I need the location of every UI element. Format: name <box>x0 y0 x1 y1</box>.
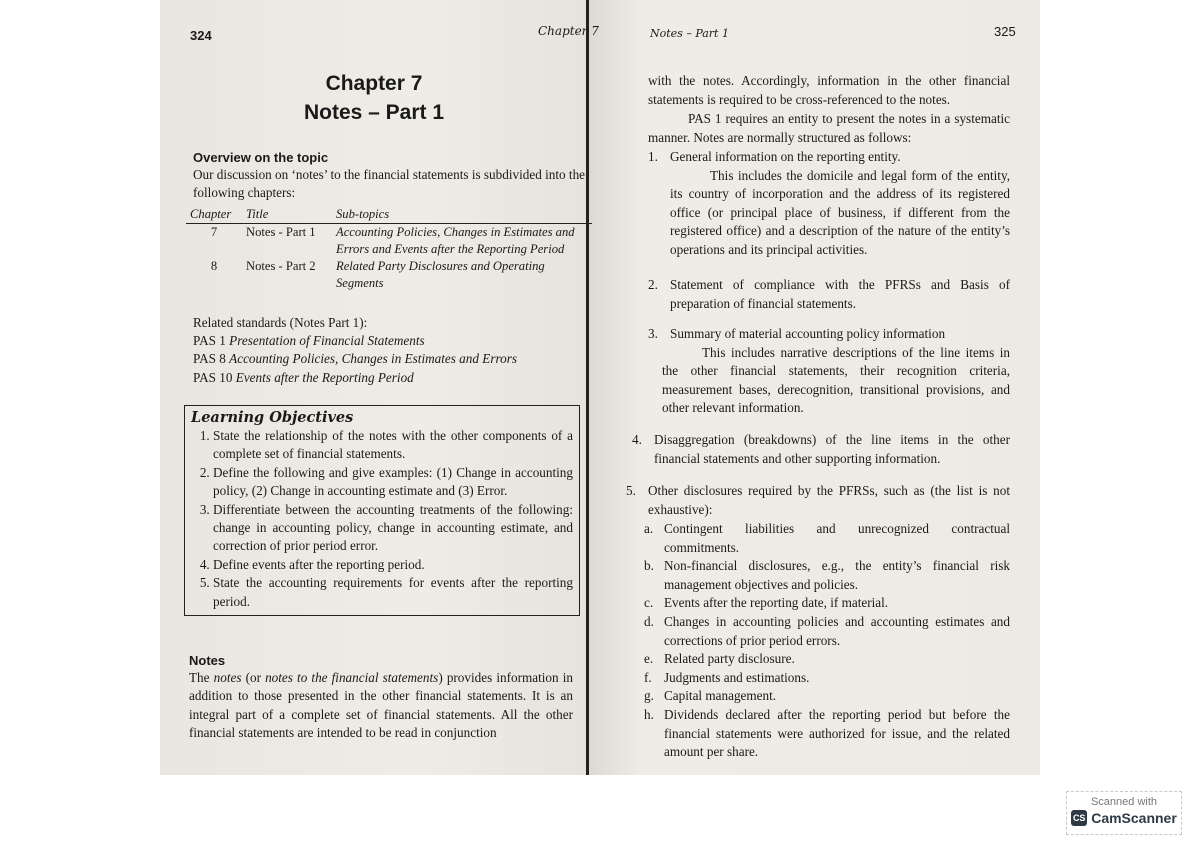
sub-item-text: Events after the reporting date, if material. <box>664 595 889 611</box>
sub-item-letter: f. <box>644 669 652 685</box>
standard-name: Presentation of Financial Statements <box>229 333 425 348</box>
standard-item <box>193 369 583 387</box>
overview-text: Our discussion on ‘notes’ to the financial statements is subdivided into the following chapters: <box>193 167 586 201</box>
item-number: 3. <box>648 326 658 341</box>
note-item-3 <box>648 325 1010 418</box>
structure-paragraph: PAS 1 requires an entity to present the notes in a systematic manner. Notes are normally structured as follows: <box>648 111 1010 145</box>
list-item <box>644 650 1010 669</box>
right-running-head: Notes – Part 1 <box>650 27 729 40</box>
standard-code: PAS 1 <box>193 333 226 348</box>
notes-text-part: (or <box>241 670 266 685</box>
cell-subtopics: Related Party Disclosures and Operating Segments <box>336 259 545 290</box>
item-title: Other disclosures required by the PFRSs, such as (the list is not exhaustive): <box>648 483 1010 517</box>
item-body: This includes narrative descriptions of the line items in the other financial statements, their recognition criteria, measurement bases, derecognition, transitional provisions, and other relevant information. <box>662 344 1010 416</box>
learning-objectives-title: Learning Objectives <box>191 409 354 426</box>
table-row <box>186 224 592 259</box>
cell-title: Notes - Part 2 <box>246 259 316 273</box>
objectives-list <box>191 427 573 611</box>
standard-name: Events after the Reporting Period <box>235 369 414 385</box>
item-title: Statement of compliance with the PFRSs and Basis of preparation of financial statements. <box>670 277 1010 311</box>
sub-item-letter: h. <box>644 706 654 722</box>
standard-code: PAS 10 <box>193 369 233 385</box>
note-item-2 <box>648 276 1010 313</box>
other-disclosures-list <box>644 520 1010 762</box>
note-item-1 <box>648 148 1010 260</box>
sub-item-text: Non-financial disclosures, e.g., the entity’s financial risk management objectives and policies. <box>664 558 1010 592</box>
cell-chapter: 8 <box>210 259 218 273</box>
item-number: 2. <box>648 277 658 292</box>
chapters-table <box>186 206 592 292</box>
notes-text-italic: notes <box>213 670 242 685</box>
sub-item-letter: g. <box>644 688 654 704</box>
item-number: 5. <box>626 483 636 498</box>
item-title: General information on the reporting entity. <box>670 149 901 164</box>
item-number: 4. <box>632 432 642 447</box>
sub-item-letter: e. <box>644 651 654 667</box>
book-spine <box>586 0 589 775</box>
objective-item: 5. State the accounting requirements for events after the reporting period. <box>213 574 573 611</box>
sub-item-text: Changes in accounting policies and accounting estimates and corrections of prior period errors. <box>664 613 1010 648</box>
list-item <box>644 613 1010 650</box>
sub-item-letter: d. <box>644 613 654 629</box>
intro-paragraph: with the notes. Accordingly, information in the other financial statements is required to be cross-referenced to the notes. <box>648 73 1010 107</box>
left-page-number: 324 <box>190 28 212 43</box>
watermark-brand: CamScanner <box>1091 810 1177 826</box>
sub-item-text: Contingent liabilities and unrecognized contractual commitments. <box>664 521 1010 555</box>
learning-objectives-box <box>184 405 580 616</box>
list-item <box>644 520 1010 557</box>
standards-list <box>193 332 583 387</box>
standard-code: PAS 8 <box>193 351 226 367</box>
col-title: Title <box>242 206 332 224</box>
sub-item-letter: a. <box>644 521 654 536</box>
list-item <box>644 669 1010 688</box>
standard-item <box>193 332 583 350</box>
chapter-title: Chapter 7 <box>325 72 423 95</box>
list-item <box>644 687 1010 706</box>
sub-item-letter: c. <box>644 595 654 611</box>
sub-item-text: Related party disclosure. <box>664 651 795 667</box>
item-number: 1. <box>648 149 658 164</box>
cell-chapter: 7 <box>210 225 218 239</box>
cell-subtopics: Accounting Policies, Changes in Estimates and Errors and Events after the Reporting Period <box>336 225 575 256</box>
standard-item <box>193 350 583 368</box>
list-item <box>644 706 1010 762</box>
objective-item: 4. Define events after the reporting period. <box>213 556 573 574</box>
notes-text-part: ) provides information in addition to those presented in the other financial statements. It is an integral part of a complete set of financial statements. All the other financial statements are intended to be read in conjunction <box>189 670 573 741</box>
col-chapter: Chapter <box>186 206 242 224</box>
overview-heading: Overview on the topic <box>193 150 329 165</box>
camscanner-watermark <box>1066 791 1182 835</box>
right-page-number: 325 <box>994 24 1016 39</box>
cell-title: Notes - Part 1 <box>246 225 316 239</box>
list-item <box>644 557 1010 594</box>
camscanner-logo-icon: CS <box>1071 810 1087 826</box>
objective-item: 3. Differentiate between the accounting treatments of the following: change in accounting policy, change in accounting estimate, and correction of prior period error. <box>213 501 573 556</box>
notes-paragraph <box>189 669 573 743</box>
sub-item-text: Dividends declared after the reporting period but before the financial statements were authorized for issue, and the related amount per share. <box>664 706 1010 760</box>
note-item-4 <box>632 431 1010 468</box>
list-item <box>644 594 1010 613</box>
item-title: Disaggregation (breakdowns) of the line items in the other financial statements and other supporting information. <box>654 432 1010 466</box>
notes-text-italic: notes to the financial statements <box>265 670 439 685</box>
objective-item: 2. Define the following and give examples: (1) Change in accounting policy, (2) Change in accounting estimate and (3) Error. <box>213 464 573 501</box>
sub-item-text: Judgments and estimations. <box>664 669 810 685</box>
sub-item-text: Capital management. <box>664 688 777 704</box>
objective-item: 1. State the relationship of the notes with the other components of a complete set of financial statements. <box>213 427 573 464</box>
left-running-head: Chapter 7 <box>538 24 599 38</box>
note-item-5 <box>626 482 1010 519</box>
item-body: This includes the domicile and legal form of the entity, its country of incorporation and the address of its registered office (or principal place of business, if different from the registered office) and a description of the nature of the entity’s operations and its principal activities. <box>670 167 1010 257</box>
table-row <box>186 258 592 292</box>
item-title: Summary of material accounting policy information <box>670 326 946 341</box>
notes-heading: Notes <box>189 653 226 668</box>
col-subtopics: Sub-topics <box>332 206 592 224</box>
sub-item-letter: b. <box>644 558 654 574</box>
watermark-caption: Scanned with <box>1090 796 1158 808</box>
chapter-subtitle: Notes – Part 1 <box>303 101 445 124</box>
table-header-row <box>186 206 592 224</box>
standard-name: Accounting Policies, Changes in Estimates and Errors <box>229 351 517 367</box>
related-standards-heading: Related standards (Notes Part 1): <box>193 315 368 330</box>
notes-text-part: The <box>189 670 214 685</box>
